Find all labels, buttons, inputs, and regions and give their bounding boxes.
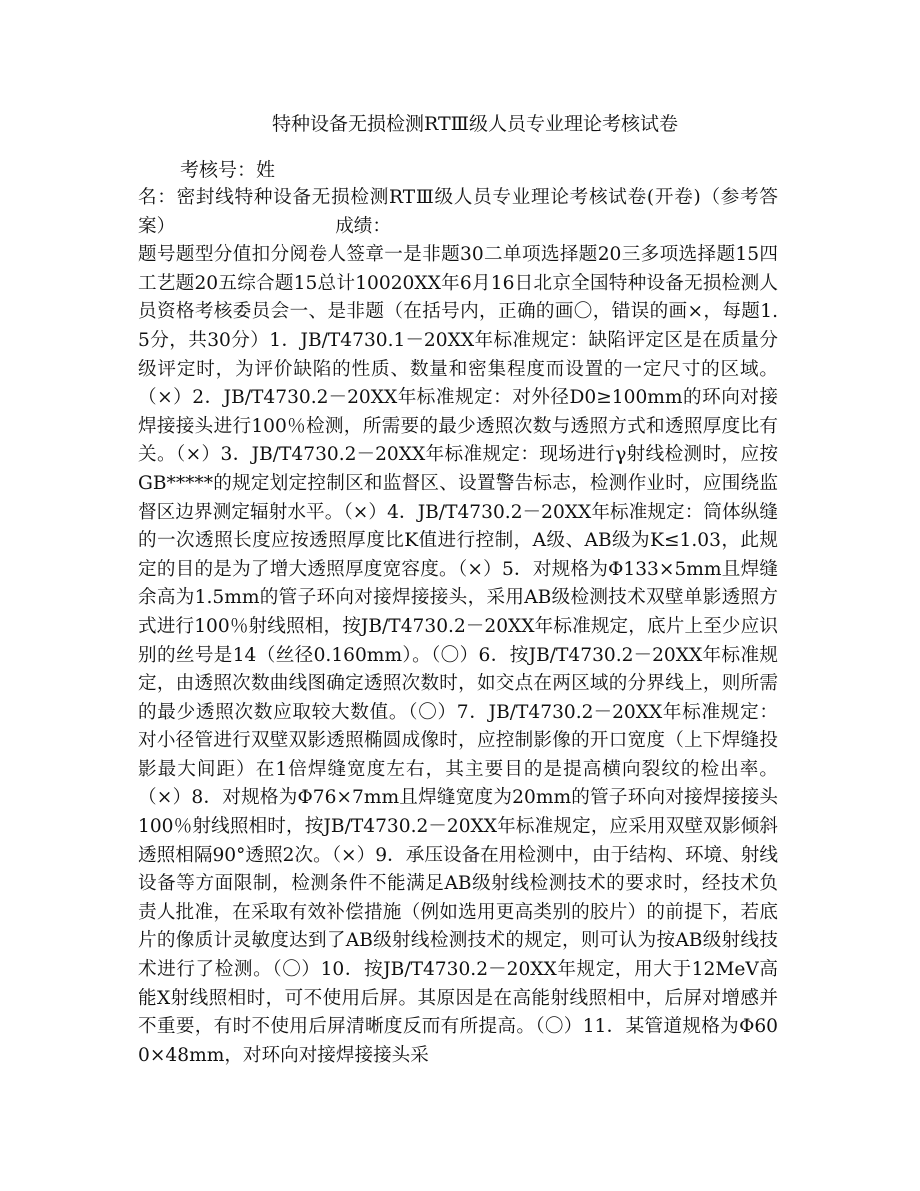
exam-content: 题号题型分值扣分阅卷人签章一是非题30二单项选择题20三多项选择题15四工艺题20五综合题15总计10020XX年6月16日北京全国特种设备无损检测人员资格考核委员会一、是非题（在括号内，正确的画〇，错误的画×，每题1.5分，共30分）1．JB/T4730.1－20XX年标准规定：缺陷评定区是在质量分级评定时，为评价缺陷的性质、数量和密集程度而设置的一定尺寸的区域。（×）2．JB/T4730.2－20XX年标准规定：对外径D0≥100mm的环向对接焊接接头进行100％检测，所需要的最少透照次数与透照方式和透照厚度比有关。（×）3．JB/T4730.2－20XX年标准规定：现场进行γ射线检测时，应按GB*****的规定划定控制区和监督区、设置警告标志，检测作业时，应围绕监督区边界测定辐射水平。（×）4．JB/T4730.2－20XX年标准规定：筒体纵缝的一次透照长度应按透照厚度比K值进行控制，A级、AB级为K≤1.03，此规定的目的是为了增大透照厚度宽容度。（×）5．对规格为Φ133×5mm且焊缝余高为1.5mm的管子环向对接焊接接头，采用AB级检测技术双壁单影透照方式进行100％射线照相，按JB/T4730.2－20XX年标准规定，底片上至少应识别的丝号是14（丝径0.160mm）。（〇）6．按JB/T4730.2－20XX年标准规定，由透照次数曲线图确定透照次数时，如交点在两区域的分界线上，则所需的最少透照次数应取较大数值。（〇）7．JB/T4730.2－20XX年标准规定：对小径管进行双壁双影透照椭圆成像时，应控制影像的开口宽度（上下焊缝投影最大间距）在1倍焊缝宽度左右，其主要目的是提高横向裂纹的检出率。（×）8．对规格为Φ76×7mm且焊缝宽度为20mm的管子环向对接焊接接头100％射线照相时，按JB/T4730.2－20XX年标准规定，应采用双壁双影倾斜透照相隔90°透照2次。（×）9．承压设备在用检测中，由于结构、环境、射线设备等方面限制，检测条件不能满足AB级射线检测技术的要求时，经技术负责人批准，在采取有效补偿措施（例如选用更高类别的胶片）的前提下，若底片的像质计灵敏度达到了AB级射线检测技术的规定，则可认为按AB级射线技术进行了检测。（〇）10．按JB/T4730.2－20XX年规定，用大于12MeV高能X射线照相时，可不使用后屏。其原因是在高能射线照相中，后屏对增感并不重要，有时不使用后屏清晰度反而有所提高。（〇）11．某管道规格为Φ600×48mm，对环向对接焊接接头采 bbox=[138, 244, 778, 1066]
name-line: 名：密封线特种设备无损检测RTⅢ级人员专业理论考核试卷(开卷)（参考答案） bbox=[138, 187, 778, 237]
document-body bbox=[138, 184, 778, 1070]
score-label: 成绩： bbox=[335, 215, 391, 237]
exam-number-label: 考核号：姓 bbox=[180, 159, 276, 181]
document-title: 特种设备无损检测RTⅢ级人员专业理论考核试卷 bbox=[272, 113, 678, 135]
